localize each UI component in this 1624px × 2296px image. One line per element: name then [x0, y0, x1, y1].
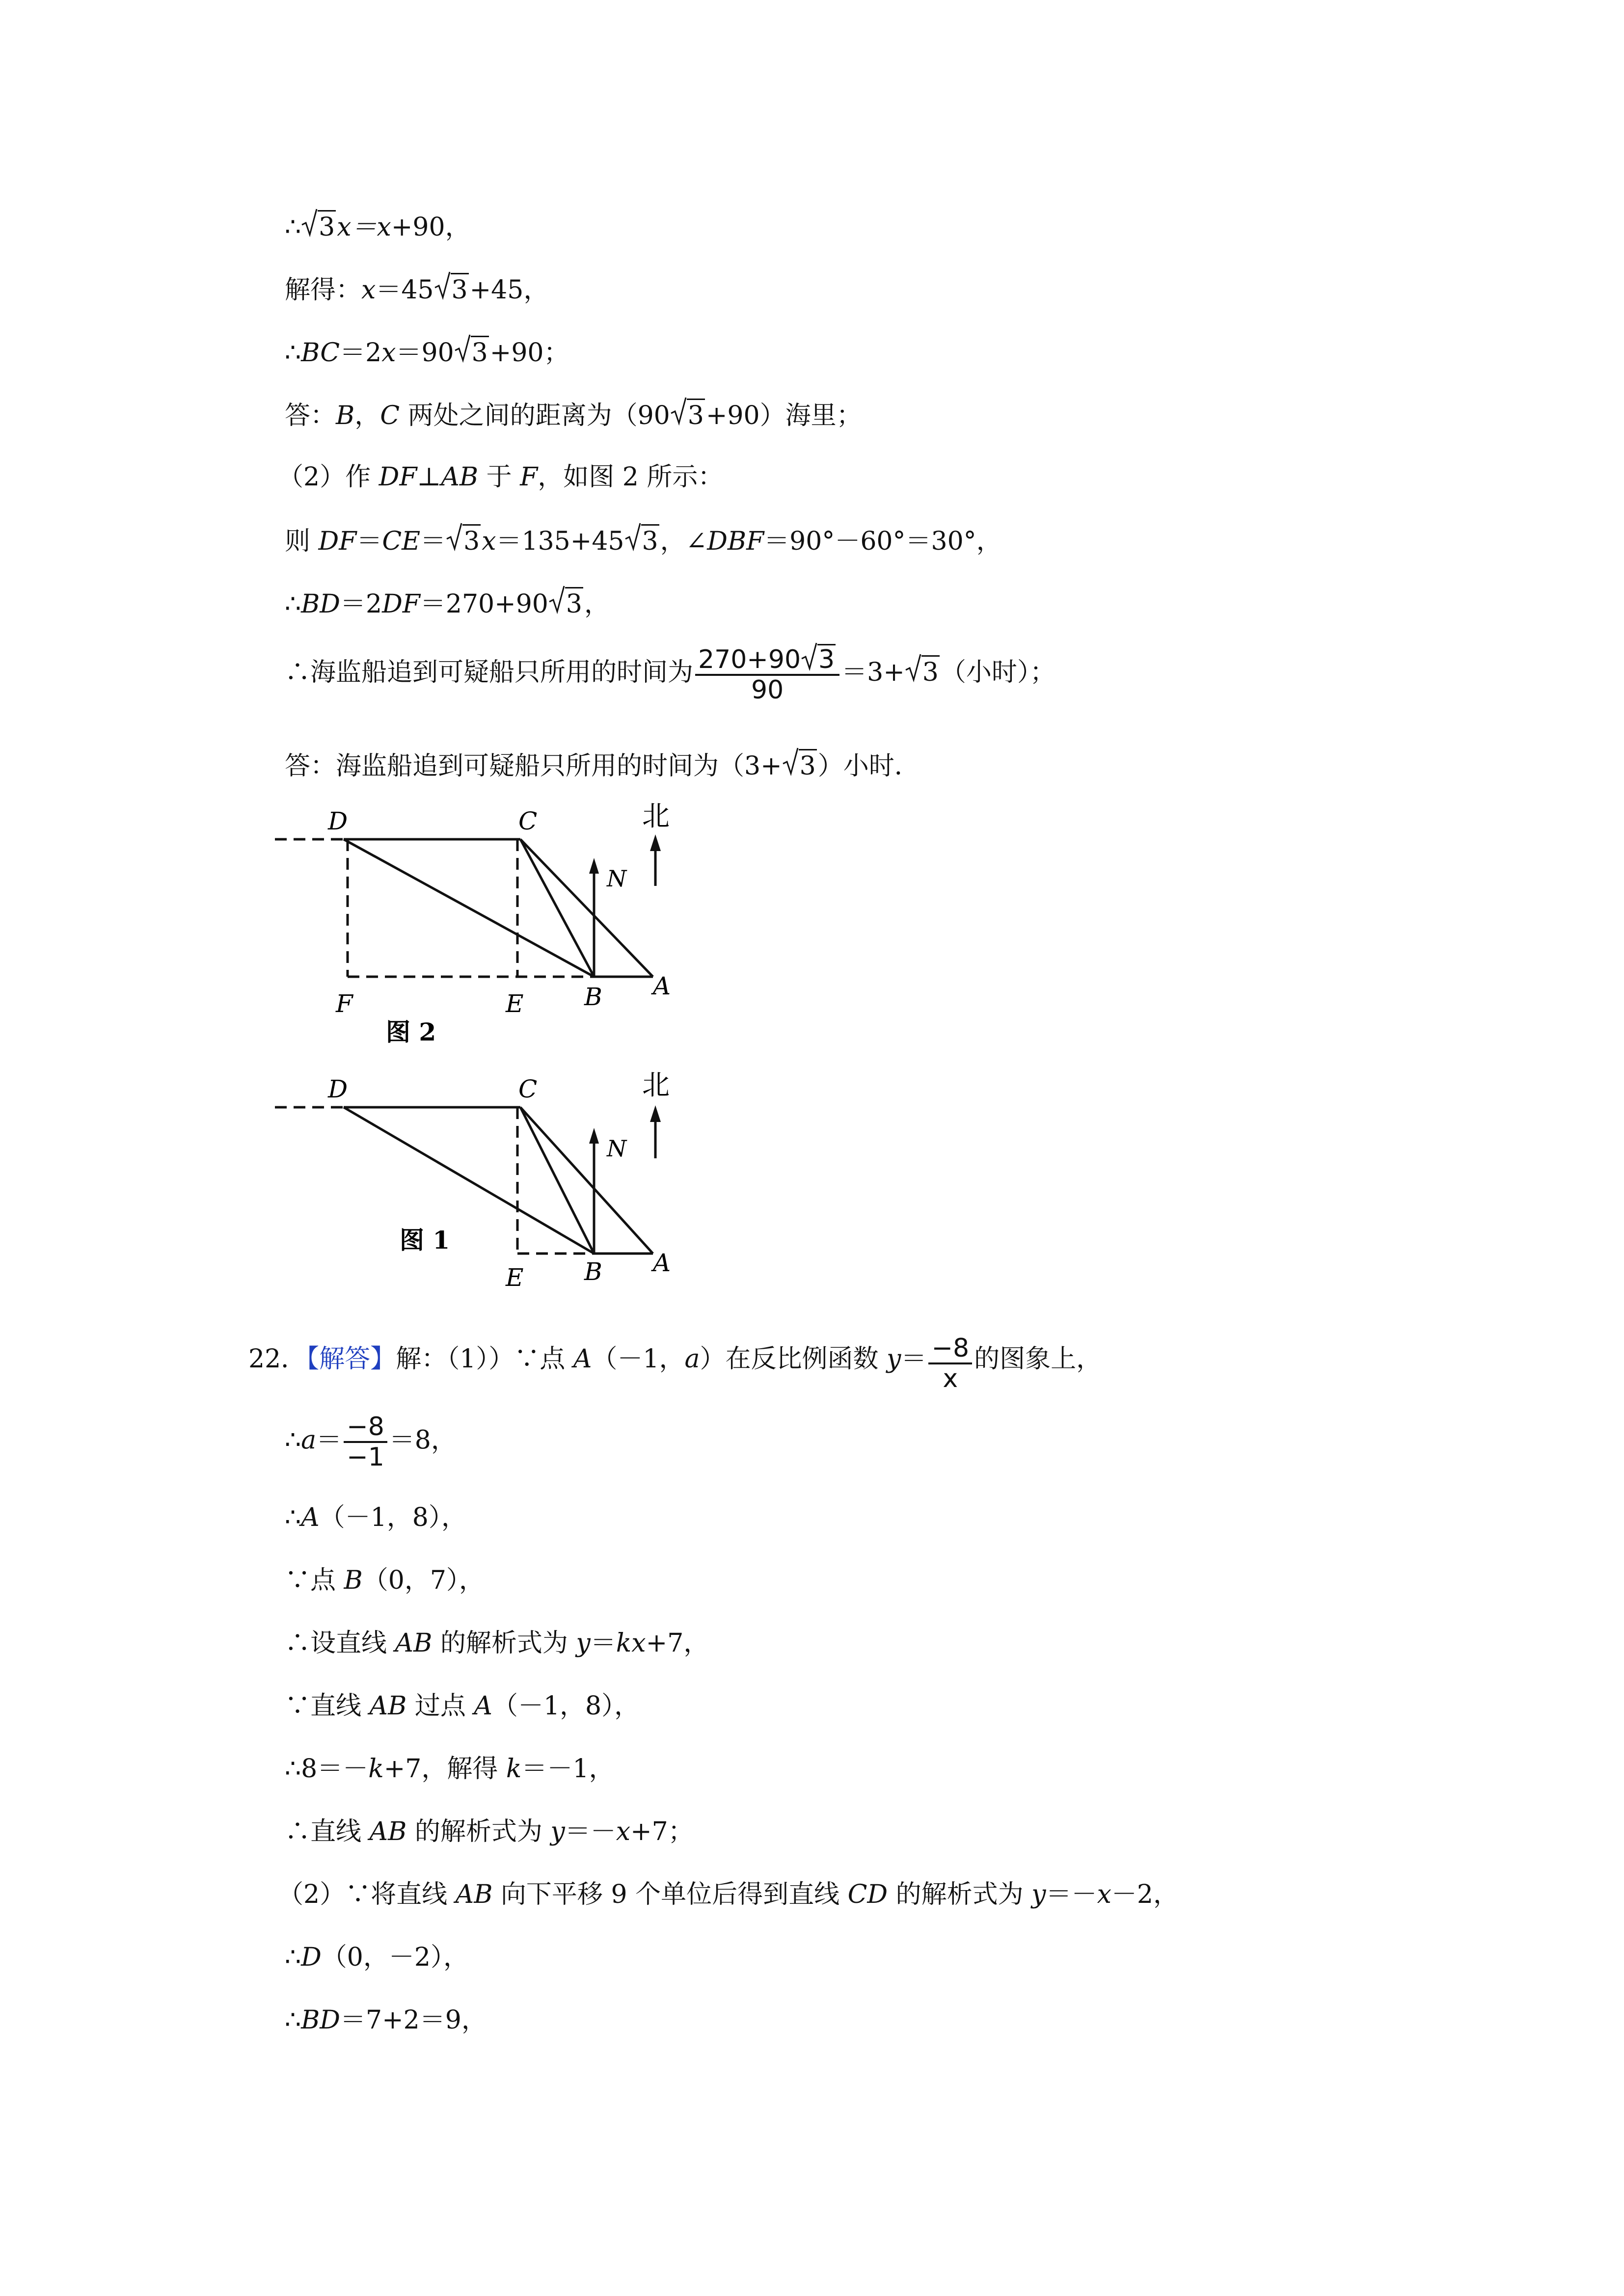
fraction-numerator: 270+90 — [698, 645, 801, 674]
math-text: x — [482, 527, 496, 556]
text-line-12 — [285, 1565, 485, 1596]
radical-sign-icon — [782, 745, 799, 776]
segment-ca — [520, 839, 653, 977]
math-text: （0，7）， — [362, 1566, 485, 1595]
math-text: a — [684, 1344, 700, 1374]
text-line-17 — [278, 1879, 1179, 1910]
sqrt-3: 3 — [446, 524, 481, 557]
text-line-8 — [285, 644, 1056, 704]
math-text: x — [616, 1817, 631, 1846]
math-text: 直线 — [310, 1691, 370, 1721]
radical-sign-icon — [801, 640, 817, 671]
math-text: ＝ — [420, 527, 446, 556]
math-text: y — [887, 1344, 901, 1374]
math-text: 点 — [310, 1566, 344, 1595]
math-text: （小时）； — [940, 658, 1056, 687]
math-text: 的解析式为 — [888, 1880, 1032, 1909]
text-line-3 — [285, 336, 569, 369]
math-text: 则 — [285, 527, 319, 556]
because-symbol: ∵ — [345, 1880, 371, 1909]
therefore-symbol: ∴ — [285, 1503, 301, 1532]
sqrt-3: 3 — [801, 644, 836, 674]
label-e: E — [506, 1263, 524, 1292]
radical-sign-icon — [446, 520, 462, 552]
text-line-6 — [285, 524, 1002, 557]
math-text: y — [550, 1817, 565, 1846]
north-arrow-icon — [650, 1105, 661, 1122]
math-text: y — [576, 1629, 591, 1658]
math-text: 的图象上， — [974, 1344, 1102, 1374]
sqrt-3: 3 — [434, 273, 469, 306]
math-text: BC — [301, 338, 340, 368]
label-a: A — [653, 1249, 671, 1277]
math-text: AB — [369, 1817, 407, 1846]
math-text: 于 — [478, 462, 520, 492]
math-text: AB — [395, 1629, 433, 1658]
math-text: ， — [354, 401, 380, 430]
math-text: B — [344, 1566, 363, 1595]
math-text: 设直线 — [310, 1629, 395, 1658]
math-text: ， — [584, 589, 610, 619]
therefore-symbol: ∴ — [285, 1425, 301, 1455]
sqrt-3: 3 — [548, 587, 583, 620]
label-b: B — [584, 983, 602, 1011]
radical-sign-icon — [670, 395, 687, 426]
text-line-18 — [285, 1942, 469, 1973]
math-text: ，∠ — [660, 527, 707, 556]
label-n: N — [607, 865, 627, 892]
therefore-symbol: ∴ — [285, 1943, 301, 1972]
math-text: D — [301, 1943, 322, 1972]
radical-sign-icon — [301, 206, 318, 238]
math-text: AB — [369, 1691, 407, 1721]
math-text: A — [301, 1503, 320, 1532]
math-text: 的解析式为 — [406, 1817, 551, 1846]
text-line-15 — [285, 1753, 615, 1785]
math-text: ＝135+45 — [496, 527, 624, 556]
math-text: 答：海监船追到可疑船只所用的时间为（3+ — [285, 751, 782, 781]
math-text: C — [380, 401, 400, 430]
math-text: +7，解得 — [383, 1754, 506, 1784]
radical-sign-icon — [434, 269, 451, 300]
segment-ca — [520, 1107, 653, 1254]
answer-tag: 【解答】 — [306, 1344, 396, 1374]
math-text: 直线 — [310, 1817, 370, 1846]
label-c: C — [518, 1075, 538, 1103]
math-text: ）小时． — [817, 751, 920, 781]
math-text: ＝－1， — [521, 1754, 615, 1784]
math-text: CD — [847, 1880, 888, 1909]
text-line-11 — [285, 1502, 467, 1533]
text-line-2 — [285, 273, 549, 306]
math-text: x＝ — [337, 213, 377, 242]
north-arrow-icon — [650, 834, 661, 851]
math-text: ＝－ — [565, 1817, 616, 1846]
math-text: ＝2 — [340, 338, 382, 368]
because-symbol: ∵ — [285, 1566, 311, 1595]
math-text: 解：（1）） — [396, 1344, 514, 1374]
label-north: 北 — [642, 801, 670, 832]
therefore-symbol: ∴ — [285, 213, 301, 242]
math-text: ＝ — [316, 1425, 342, 1455]
text-line-9 — [285, 749, 920, 782]
math-text: A — [474, 1691, 492, 1721]
math-text: B — [336, 401, 355, 430]
math-text: k — [506, 1754, 522, 1784]
figure-2 — [275, 800, 697, 1065]
math-text: 答： — [285, 401, 336, 430]
sqrt-3: 3 — [670, 399, 705, 431]
function-fraction — [928, 1334, 972, 1393]
math-text: 的解析式为 — [432, 1629, 576, 1658]
a-fraction — [344, 1413, 387, 1471]
fraction-numerator: −8 — [347, 1412, 384, 1442]
math-text: ，如图 2 所示： — [538, 462, 724, 492]
figure-1 — [275, 1070, 697, 1296]
math-text: a — [301, 1425, 317, 1455]
therefore-symbol: ∴ — [285, 658, 311, 687]
label-a: A — [653, 972, 671, 1000]
therefore-symbol: ∴ — [285, 589, 301, 619]
math-text: DF — [382, 589, 420, 619]
math-text: y — [1031, 1880, 1046, 1909]
label-d: D — [328, 1075, 348, 1103]
math-text: ＝ — [356, 527, 382, 556]
figure-caption: 图 1 — [400, 1226, 450, 1255]
math-text: DF — [318, 527, 357, 556]
math-text: ⊥ — [417, 462, 441, 492]
math-text: ＝8， — [389, 1425, 457, 1455]
math-text: A — [573, 1344, 592, 1374]
math-text: +90； — [489, 338, 569, 368]
math-text: ）在反比例函数 — [700, 1344, 887, 1374]
arrow-n-icon — [589, 858, 599, 874]
math-text: －2， — [1111, 1880, 1179, 1909]
math-text: 解得： — [285, 275, 362, 305]
math-text: ＝45 — [376, 275, 434, 305]
because-symbol: ∵ — [285, 1691, 311, 1721]
question-22-header — [248, 1334, 1102, 1393]
time-fraction — [695, 644, 839, 704]
text-line-4 — [285, 399, 862, 431]
math-text: DF — [379, 462, 417, 492]
sqrt-3: 3 — [624, 524, 659, 557]
text-line-14 — [285, 1690, 640, 1722]
math-text: 点 — [540, 1344, 573, 1374]
fraction-denominator: 90 — [695, 674, 839, 704]
radical-sign-icon — [905, 651, 921, 683]
label-e: E — [506, 989, 524, 1018]
sqrt-3: 3 — [301, 210, 336, 243]
math-text: （－1， — [592, 1344, 685, 1374]
math-text: 过点 — [406, 1691, 474, 1721]
math-text: （0，－2）， — [321, 1943, 469, 1972]
math-text: kx — [616, 1629, 646, 1658]
question-number: 22． — [248, 1344, 307, 1374]
math-text: ＝3+ — [841, 658, 905, 687]
math-text: ＝－ — [1046, 1880, 1097, 1909]
math-text: （－1，8）， — [492, 1691, 640, 1721]
math-text: DBF — [707, 527, 764, 556]
math-text: AB — [441, 462, 479, 492]
math-text: 8＝－ — [301, 1754, 369, 1784]
math-text: ＝ — [901, 1344, 927, 1374]
text-line-1 — [285, 210, 471, 243]
text-line-7 — [285, 587, 610, 620]
figure-caption: 图 2 — [386, 1017, 436, 1046]
math-text: 两处之间的距离为（90 — [400, 401, 670, 430]
sqrt-3: 3 — [454, 336, 489, 369]
math-text: x — [381, 338, 396, 368]
therefore-symbol: ∴ — [285, 1817, 311, 1846]
because-symbol: ∵ — [514, 1344, 540, 1374]
therefore-symbol: ∴ — [285, 1754, 301, 1784]
math-text: 将直线 — [371, 1880, 456, 1909]
math-text: ＝90 — [396, 338, 454, 368]
label-d: D — [328, 807, 348, 835]
sqrt-3: 3 — [905, 655, 940, 688]
sqrt-3: 3 — [782, 749, 817, 782]
radical-sign-icon — [548, 583, 565, 614]
radical-sign-icon — [454, 332, 471, 363]
therefore-symbol: ∴ — [285, 1629, 311, 1658]
math-text: x — [1097, 1880, 1111, 1909]
math-text: ＝90°－60°＝30°， — [764, 527, 1002, 556]
label-b: B — [584, 1257, 602, 1286]
therefore-symbol: ∴ — [285, 2005, 301, 2035]
label-c: C — [518, 807, 538, 835]
math-text: 向下平移 9 个单位后得到直线 — [492, 1880, 848, 1909]
text-line-13 — [285, 1628, 709, 1659]
label-n: N — [607, 1135, 627, 1162]
fraction-numerator: −8 — [931, 1334, 970, 1363]
math-text: k — [368, 1754, 384, 1784]
math-text: CE — [382, 527, 421, 556]
label-north: 北 — [642, 1070, 670, 1101]
math-text: +7； — [630, 1817, 694, 1846]
math-text: （2） — [278, 1880, 346, 1909]
fraction-denominator: −1 — [344, 1441, 387, 1471]
math-text: ＝7+2＝9， — [340, 2005, 487, 2035]
fraction-denominator: x — [928, 1362, 972, 1393]
math-text: BD — [301, 2005, 340, 2035]
math-text: 海监船追到可疑船只所用的时间为 — [310, 658, 694, 687]
math-text: x — [377, 213, 391, 242]
text-line-19 — [285, 2004, 487, 2036]
text-line-5 — [278, 461, 723, 493]
arrow-n-icon — [589, 1128, 599, 1144]
math-text: ＝ — [590, 1629, 616, 1658]
text-line-16 — [285, 1816, 694, 1847]
math-text: （2）作 — [278, 462, 379, 492]
math-text: （－1，8）， — [319, 1503, 467, 1532]
math-text: +90， — [391, 213, 471, 242]
math-text: BD — [301, 589, 340, 619]
text-line-10 — [285, 1413, 457, 1471]
math-text: ＝270+90 — [420, 589, 548, 619]
label-f: F — [336, 989, 353, 1018]
math-text: +90）海里； — [705, 401, 862, 430]
math-text: ＝2 — [340, 589, 382, 619]
math-text: x — [361, 275, 376, 305]
math-text: AB — [455, 1880, 493, 1909]
math-text: F — [520, 462, 538, 492]
math-text: +7， — [646, 1629, 709, 1658]
math-text: +45， — [469, 275, 549, 305]
therefore-symbol: ∴ — [285, 338, 301, 368]
radical-sign-icon — [624, 520, 641, 552]
